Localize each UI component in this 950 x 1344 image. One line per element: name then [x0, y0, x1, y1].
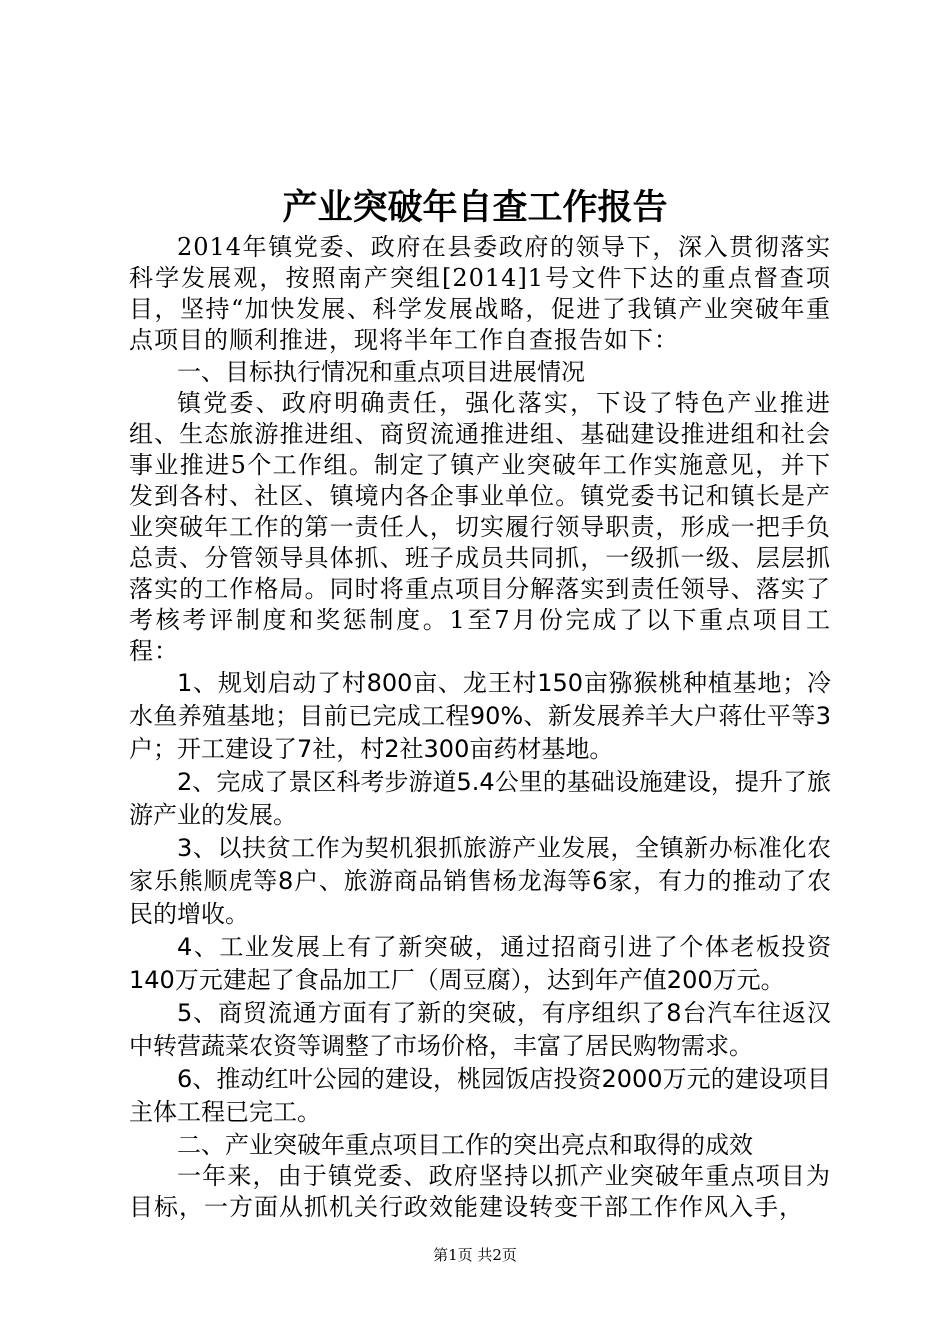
- section-2-paragraph: 一年来，由于镇党委、政府坚持以抓产业突破年重点项目为目标，一方面从抓机关行政效能建设转变干部工作作风入手，: [129, 1162, 831, 1221]
- document-title: 产业突破年自查工作报告: [282, 187, 668, 228]
- section-1-paragraph: 镇党委、政府明确责任，强化落实，下设了特色产业推进组、生态旅游推进组、商贸流通推进组、基础建设推进组和社会事业推进5个工作组。制定了镇产业突破年工作实施意见，并下发到各村、社区、镇境内各企事业单位。镇党委书记和镇长是产业突破年工作的第一责任人，切实履行领导职责，形成一把手负总责、分管领导具体抓、班子成员共同抓，一级抓一级、层层抓落实的工作格局。同时将重点项目分解落实到责任领导、落实了考核考评制度和奖惩制度。1至7月份完成了以下重点项目工程：: [129, 389, 831, 665]
- list-item-2: 2、完成了景区科考步游道5.4公里的基础设施建设，提升了旅游产业的发展。: [129, 768, 831, 829]
- page-footer: 第1页 共2页: [433, 1246, 517, 1264]
- list-item-5: 5、商贸流通方面有了新的突破，有序组织了8台汽车往返汉中转营蔬菜农资等调整了市场价格，丰富了居民购物需求。: [129, 999, 831, 1060]
- intro-paragraph: 2014年镇党委、政府在县委政府的领导下，深入贯彻落实科学发展观，按照南产突组[2014]1号文件下达的重点督查项目，坚持“加快发展、科学发展战略，促进了我镇产业突破年重点项目的顺利推进，现将半年工作自查报告如下：: [129, 233, 831, 354]
- list-item-1: 1、规划启动了村800亩、龙王村150亩猕猴桃种植基地；冷水鱼养殖基地；目前已完成工程90%、新发展养羊大户蒋仕平等3户；开工建设了7社，村2社300亩药材基地。: [129, 669, 831, 763]
- section-heading-1: 一、目标执行情况和重点项目进展情况: [177, 358, 585, 386]
- list-item-3: 3、以扶贫工作为契机狠抓旅游产业发展，全镇新办标准化农家乐熊顺虎等8户、旅游商品销售杨龙海等6家，有力的推动了农民的增收。: [129, 834, 831, 928]
- list-item-6: 6、推动红叶公园的建设，桃园饭店投资2000万元的建设项目主体工程已完工。: [129, 1065, 831, 1126]
- document-body: [129, 232, 831, 1223]
- section-heading-2: 二、产业突破年重点项目工作的突出亮点和取得的成效: [177, 1131, 753, 1159]
- list-item-4: 4、工业发展上有了新突破，通过招商引进了个体老板投资140万元建起了食品加工厂（周豆腐），达到年产值200万元。: [129, 933, 831, 994]
